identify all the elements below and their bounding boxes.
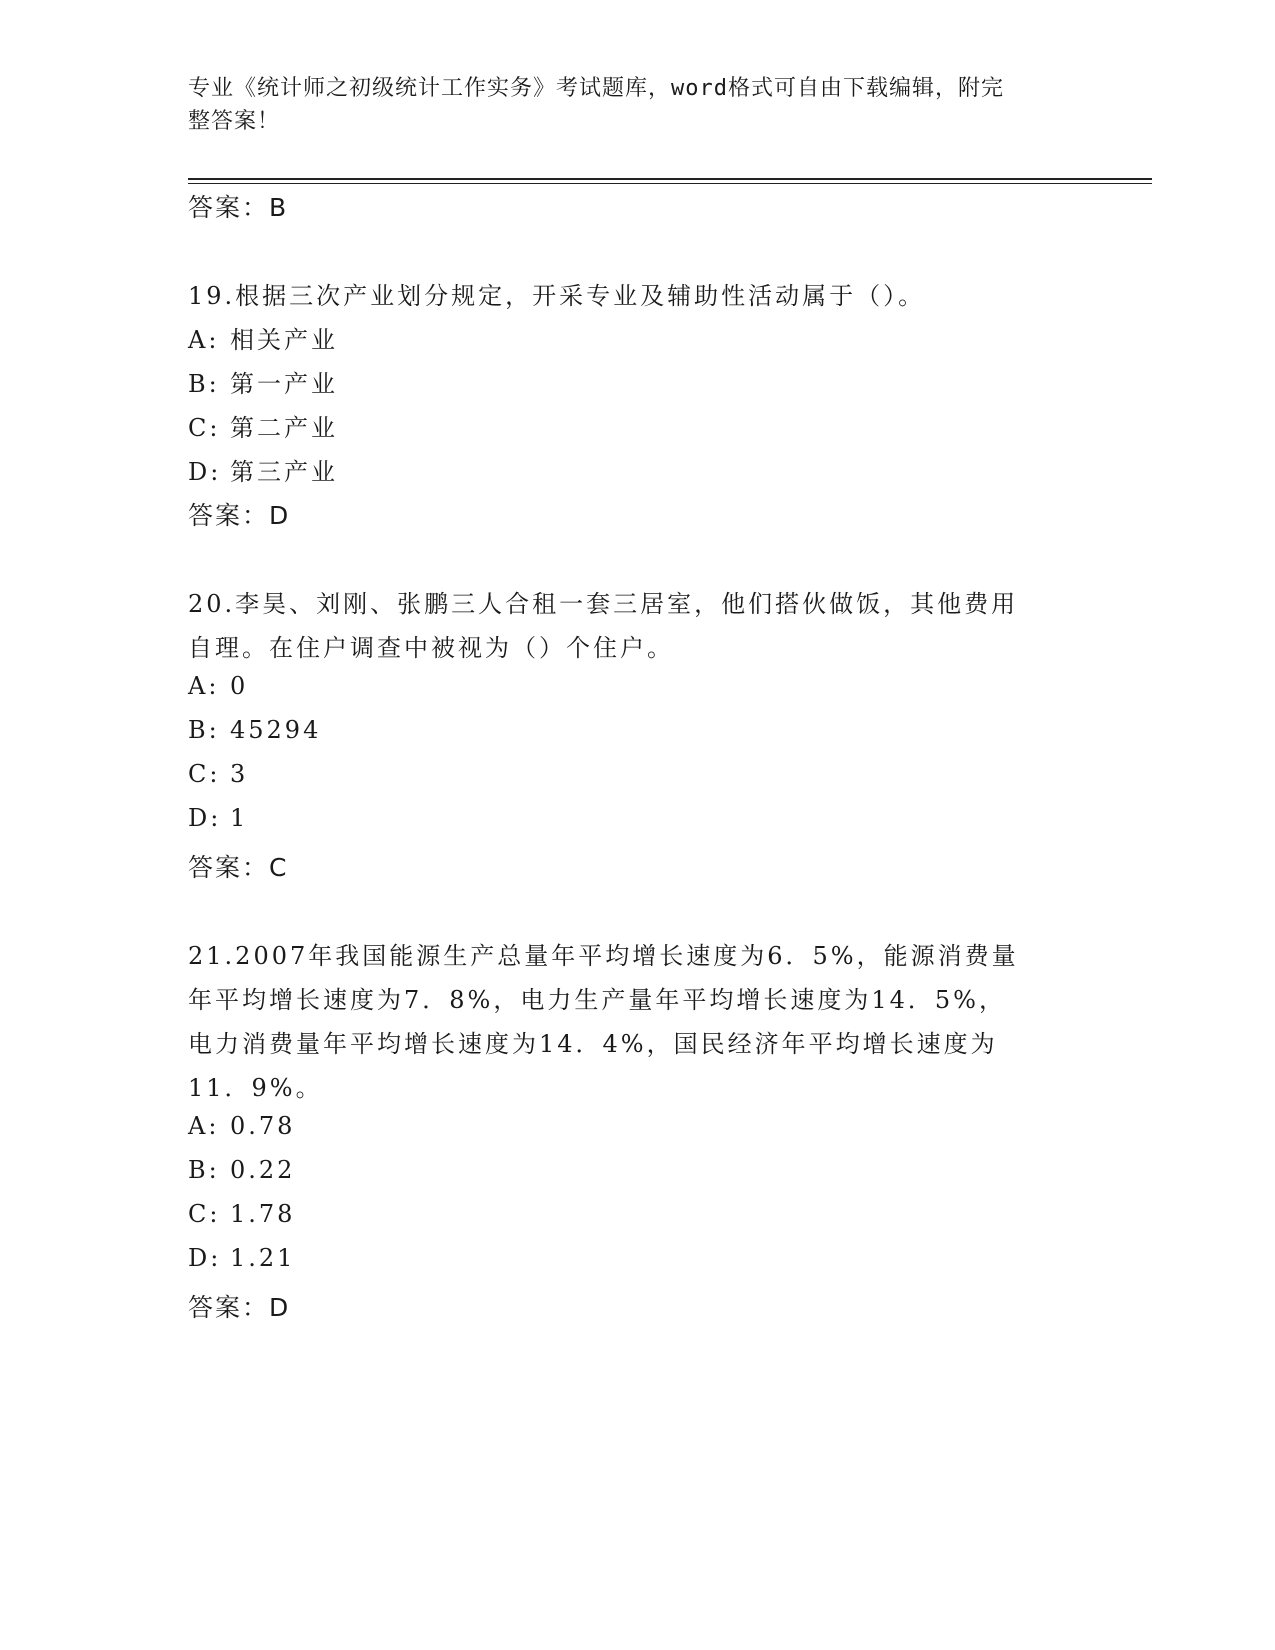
- option-text: 0: [230, 672, 249, 700]
- question-21-option-c: [188, 1200, 295, 1228]
- option-letter: B:: [188, 716, 220, 744]
- question-19-option-a: [188, 320, 338, 355]
- previous-answer: [188, 188, 288, 224]
- answer-value: C: [269, 853, 289, 882]
- question-19-answer: [188, 496, 290, 532]
- answer-label: 答案：: [188, 501, 270, 530]
- header-rule-thin: [188, 183, 1152, 184]
- option-letter: C:: [188, 1200, 221, 1228]
- option-text: 第一产业: [230, 370, 338, 398]
- option-text: 0.22: [230, 1156, 296, 1184]
- answer-value: B: [269, 193, 289, 222]
- header-line-1: 专业《统计师之初级统计工作实务》考试题库，word格式可自由下载编辑，附完: [188, 76, 1004, 101]
- question-20-stem-line-1: 20.李昊、刘刚、张鹏三人合租一套三居室，他们搭伙做饭，其他费用: [188, 590, 1019, 618]
- header-line-2: 整答案！: [188, 109, 281, 134]
- question-21-stem-line-2: 年平均增长速度为7．8%，电力生产量年平均增长速度为14．5%，: [188, 986, 1006, 1014]
- question-20-option-c: [188, 760, 248, 788]
- question-21-stem-line-3: 电力消费量年平均增长速度为14．4%，国民经济年平均增长速度为: [188, 1030, 998, 1058]
- option-text: 第二产业: [230, 414, 338, 442]
- question-20-answer: [188, 848, 288, 884]
- option-text: 45294: [230, 716, 322, 744]
- option-letter: A:: [188, 326, 220, 354]
- option-text: 1.21: [230, 1244, 296, 1272]
- question-21-stem-line-1: 21.2007年我国能源生产总量年平均增长速度为6．5%，能源消费量: [188, 942, 1019, 970]
- option-letter: A:: [188, 1112, 220, 1140]
- option-letter: A:: [188, 672, 220, 700]
- option-text: 3: [230, 760, 249, 788]
- option-letter: D:: [188, 458, 222, 486]
- question-19-stem: 19.根据三次产业划分规定，开采专业及辅助性活动属于（）。: [188, 282, 926, 310]
- option-text: 1.78: [230, 1200, 296, 1228]
- question-19-option-c: [188, 408, 338, 443]
- question-20-option-b: [188, 716, 321, 744]
- answer-label: 答案：: [188, 193, 270, 222]
- answer-value: D: [269, 1293, 291, 1322]
- option-text: 第三产业: [230, 458, 338, 486]
- option-letter: D:: [188, 804, 222, 832]
- question-21-answer: [188, 1288, 290, 1324]
- question-20-option-d: [188, 804, 248, 832]
- option-letter: B:: [188, 370, 220, 398]
- option-text: 相关产业: [230, 326, 338, 354]
- header-rule-thick: [188, 178, 1152, 180]
- answer-value: D: [269, 501, 291, 530]
- question-21-option-b: [188, 1156, 295, 1184]
- answer-label: 答案：: [188, 1293, 270, 1322]
- option-letter: D:: [188, 1244, 222, 1272]
- question-19-option-d: [188, 452, 338, 487]
- question-21-option-a: [188, 1112, 295, 1140]
- option-letter: C:: [188, 414, 221, 442]
- question-20-stem-line-2: 自理。在住户调查中被视为（）个住户。: [188, 634, 674, 662]
- answer-label: 答案：: [188, 853, 270, 882]
- option-letter: B:: [188, 1156, 220, 1184]
- option-text: 0.78: [230, 1112, 296, 1140]
- option-letter: C:: [188, 760, 221, 788]
- document-header: [188, 72, 1088, 138]
- option-text: 1: [230, 804, 249, 832]
- question-19-option-b: [188, 364, 338, 399]
- question-21-stem-line-4: 11．9%。: [188, 1074, 323, 1102]
- question-20-option-a: [188, 672, 248, 700]
- question-21-option-d: [188, 1244, 295, 1272]
